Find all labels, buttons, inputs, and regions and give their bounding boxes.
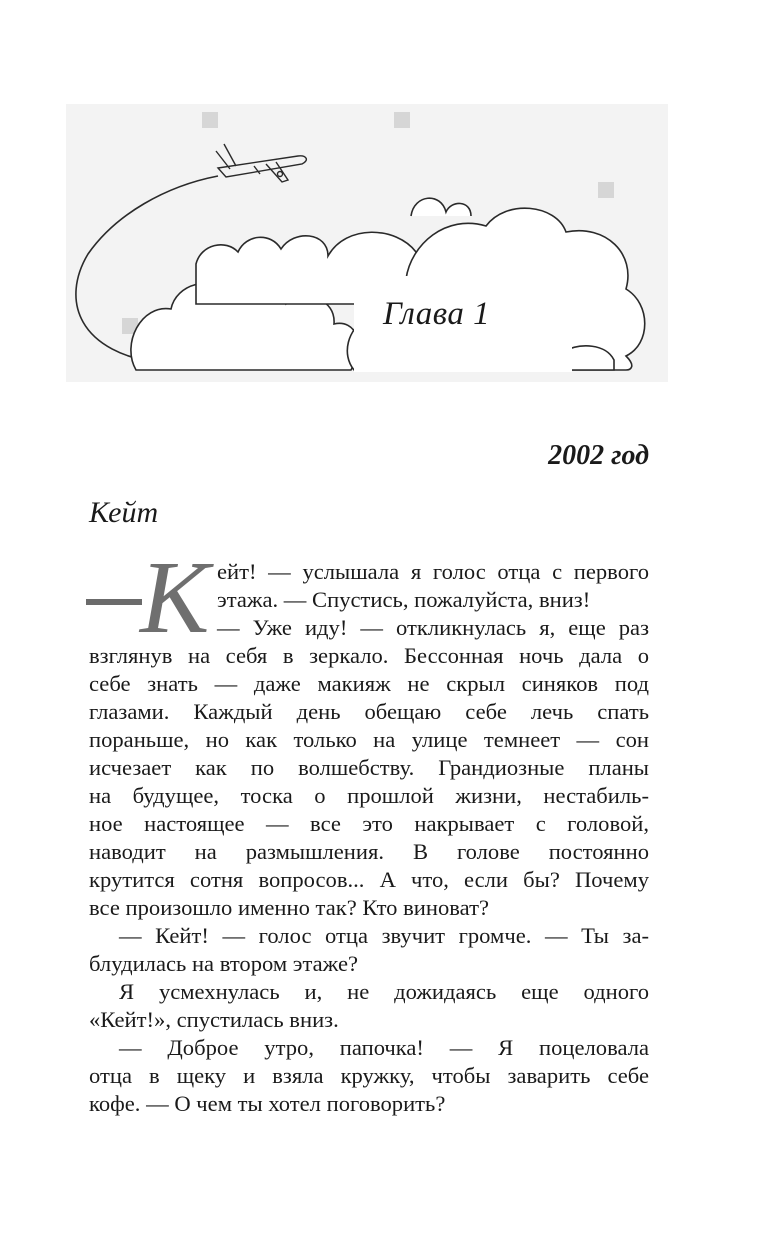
text-line: «Кейт!», спустилась вниз. xyxy=(89,1007,339,1032)
text-line: на будущее, тоска о прошлой жизни, нестабиль- xyxy=(89,783,649,808)
year-heading: 2002 год xyxy=(548,440,649,471)
narrator-name: Кейт xyxy=(89,496,159,529)
chapter-illustration xyxy=(66,104,668,382)
text-line: — Уже иду! — откликнулась я, еще раз xyxy=(217,615,649,640)
dropcap-dash xyxy=(86,599,142,605)
text-line: ейт! — услышала я голос отца с первого xyxy=(217,559,649,584)
text-line: исчезает как по волшебству. Грандиозные планы xyxy=(89,755,649,780)
text-line: взглянув на себя в зеркало. Бессонная ночь дала о xyxy=(89,643,649,668)
text-line: — Кейт! — голос отца звучит громче. — Ты за- xyxy=(119,923,649,948)
text-line: этажа. — Спустись, пожалуйста, вниз! xyxy=(217,587,591,612)
text-line: блудилась на втором этаже? xyxy=(89,951,359,976)
chapter-title: Глава 1 xyxy=(383,296,491,332)
text-line: крутится сотня вопросов... А что, если бы? Почему xyxy=(89,867,649,892)
text-line: глазами. Каждый день обещаю себе лечь спать xyxy=(89,699,649,724)
text-line: пораньше, но как только на улице темнеет — сон xyxy=(89,727,649,752)
text-line: наводит на размышления. В голове постоянно xyxy=(89,839,649,864)
text-line: кофе. — О чем ты хотел поговорить? xyxy=(89,1091,446,1116)
text-line: себе знать — даже макияж не скрыл синяков под xyxy=(89,671,649,696)
text-line: все произошло именно так? Кто виноват? xyxy=(89,895,489,920)
text-line: отца в щеку и взяла кружку, чтобы заварить себе xyxy=(89,1063,649,1088)
dropcap-letter: К xyxy=(140,540,210,655)
text-line: Я усмехнулась и, не дожидаясь еще одного xyxy=(119,979,649,1004)
text-line: — Доброе утро, папочка! — Я поцеловала xyxy=(119,1035,649,1060)
text-line: ное настоящее — все это накрывает с головой, xyxy=(89,811,649,836)
